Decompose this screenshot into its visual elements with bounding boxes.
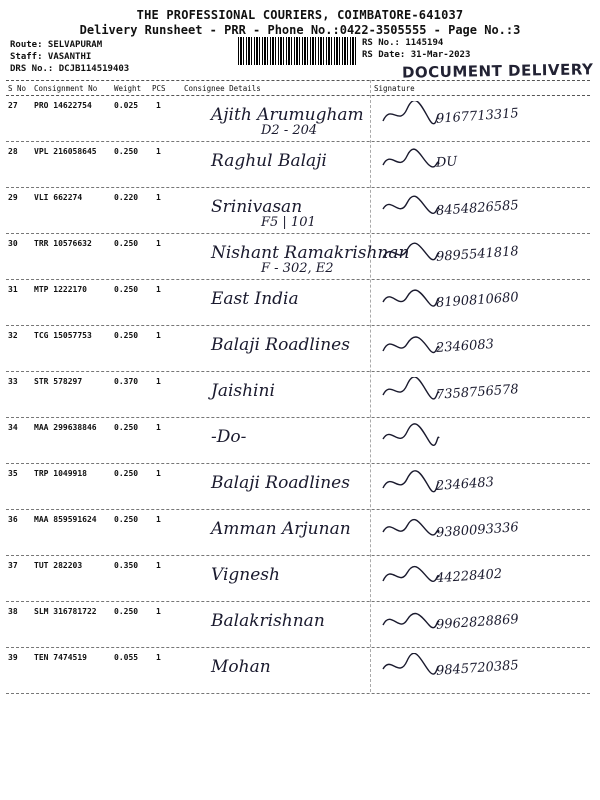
row-pcs: 1 [156,515,161,524]
row-consignment-no: MAA 299638846 [34,423,97,432]
row-weight: 0.350 [114,561,139,570]
row-phone: 9167713315 [435,106,520,127]
col-pcs: PCS [152,84,166,93]
row-pcs: 1 [156,377,161,386]
row-weight: 0.370 [114,377,139,386]
signature-scribble [381,423,441,451]
row-sno: 36 [8,515,18,524]
row-weight: 0.025 [114,101,139,110]
row-consignment-no: MAA 859591624 [34,515,97,524]
col-consignee: Consignee Details [184,84,261,93]
signature-scribble [381,147,441,175]
row-weight: 0.250 [114,239,139,248]
row-pcs: 1 [156,469,161,478]
row-consignee-name: East India [211,289,299,309]
row-phone: 2346083 [435,336,495,357]
row-sno: 33 [8,377,18,386]
document-title: THE PROFESSIONAL COURIERS, COIMBATORE-641037 [136,8,464,22]
col-signature: Signature [374,84,415,93]
row-weight: 0.250 [114,469,139,478]
row-sno: 38 [8,607,18,616]
row-consignee-name: Ajith Arumugham [211,105,364,125]
row-phone: 8190810680 [435,290,520,311]
document-delivery-stamp: DOCUMENT DELIVERY [401,60,594,82]
row-phone: 8454826585 [435,198,520,219]
row-phone: 9962828869 [435,612,520,633]
row-weight: 0.220 [114,193,139,202]
table-row [6,417,590,464]
row-consignee-name: Amman Arjunan [211,519,351,539]
row-consignee-name: Balakrishnan [211,611,325,631]
row-pcs: 1 [156,239,161,248]
row-pcs: 1 [156,285,161,294]
row-weight: 0.250 [114,331,139,340]
signature-scribble [381,331,441,359]
row-pcs: 1 [156,561,161,570]
signature-scribble [381,101,441,129]
table-row [6,509,590,556]
row-weight: 0.250 [114,607,139,616]
row-consignment-no: STR 578297 [34,377,83,386]
row-sno: 35 [8,469,18,478]
row-phone: 2346483 [435,474,495,495]
table-row [6,325,590,372]
signature-scribble [381,653,441,681]
row-pcs: 1 [156,101,161,110]
row-consignee-name: Jaishini [211,381,275,401]
row-consignment-no: VPL 216058645 [34,147,97,156]
table-row [6,647,590,694]
signature-scribble [381,561,441,589]
drs-number: DRS No.: DCJB114519403 [10,64,130,74]
table-row [6,463,590,510]
row-consignee-name: Nishant Ramakrishnan [211,243,410,263]
table-row [6,141,590,188]
row-consignment-no: SLM 316781722 [34,607,97,616]
row-consignment-no: MTP 1222170 [34,285,87,294]
col-sno: S No [8,84,27,93]
row-consignment-no: TRP 1049918 [34,469,87,478]
table-row [6,233,590,280]
row-consignee-name: Mohan [211,657,271,677]
row-sno: 28 [8,147,18,156]
row-phone: 7358756578 [435,382,520,403]
signature-scribble [381,515,441,543]
row-consignment-no: TCG 15057753 [34,331,92,340]
signature-scribble [381,377,441,405]
table-row [6,371,590,418]
signature-scribble [381,239,441,267]
row-weight: 0.250 [114,515,139,524]
row-consignee-name: Raghul Balaji [211,151,327,171]
row-sno: 32 [8,331,18,340]
row-pcs: 1 [156,607,161,616]
row-sno: 29 [8,193,18,202]
row-weight: 0.250 [114,423,139,432]
row-weight: 0.055 [114,653,139,662]
row-consignee-name: Balaji Roadlines [211,335,350,355]
row-phone: 9895541818 [435,244,520,265]
row-sno: 37 [8,561,18,570]
row-phone: 9845720385 [435,658,520,679]
row-sno: 27 [8,101,18,110]
row-consignee-name: Balaji Roadlines [211,473,350,493]
table-row [6,187,590,234]
table-row [6,601,590,648]
row-consignee-name: -Do- [211,427,247,447]
row-phone: DU [435,154,458,171]
row-consignment-no: TRR 10576632 [34,239,92,248]
row-pcs: 1 [156,331,161,340]
document-subtitle: Delivery Runsheet - PRR - Phone No.:0422-3505555 - Page No.:3 [79,23,521,37]
row-weight: 0.250 [114,285,139,294]
row-pcs: 1 [156,193,161,202]
row-consignee-address: F5 | 101 [261,215,316,230]
table-row [6,279,590,326]
column-header-row [6,80,590,96]
row-consignment-no: TUT 282203 [34,561,83,570]
row-sno: 39 [8,653,18,662]
row-consignee-address: D2 - 204 [261,123,318,138]
row-consignee-name: Srinivasan [211,197,303,217]
row-phone: 44228402 [435,566,503,587]
row-consignee-name: Vignesh [211,565,280,585]
row-consignment-no: VLI 662274 [34,193,83,202]
barcode [238,37,356,65]
signature-scribble [381,285,441,313]
table-row [6,555,590,602]
row-consignment-no: TEN 7474519 [34,653,87,662]
signature-scribble [381,607,441,635]
row-pcs: 1 [156,653,161,662]
row-consignment-no: PRO 14622754 [34,101,92,110]
signature-scribble [381,193,441,221]
col-consignment: Consignment No [34,84,98,93]
row-sno: 31 [8,285,18,294]
row-sno: 34 [8,423,18,432]
signature-scribble [381,469,441,497]
rs-number: RS No.: 1145194 [362,38,444,48]
staff-label: Staff: VASANTHI [10,52,92,62]
row-pcs: 1 [156,423,161,432]
row-phone: 9380093336 [435,520,520,541]
row-pcs: 1 [156,147,161,156]
route-label: Route: SELVAPURAM [10,40,103,50]
row-consignee-address: F - 302, E2 [261,261,334,276]
row-sno: 30 [8,239,18,248]
row-weight: 0.250 [114,147,139,156]
rs-date: RS Date: 31-Mar-2023 [362,50,471,60]
table-row [6,95,590,142]
col-weight: Weight [114,84,142,93]
